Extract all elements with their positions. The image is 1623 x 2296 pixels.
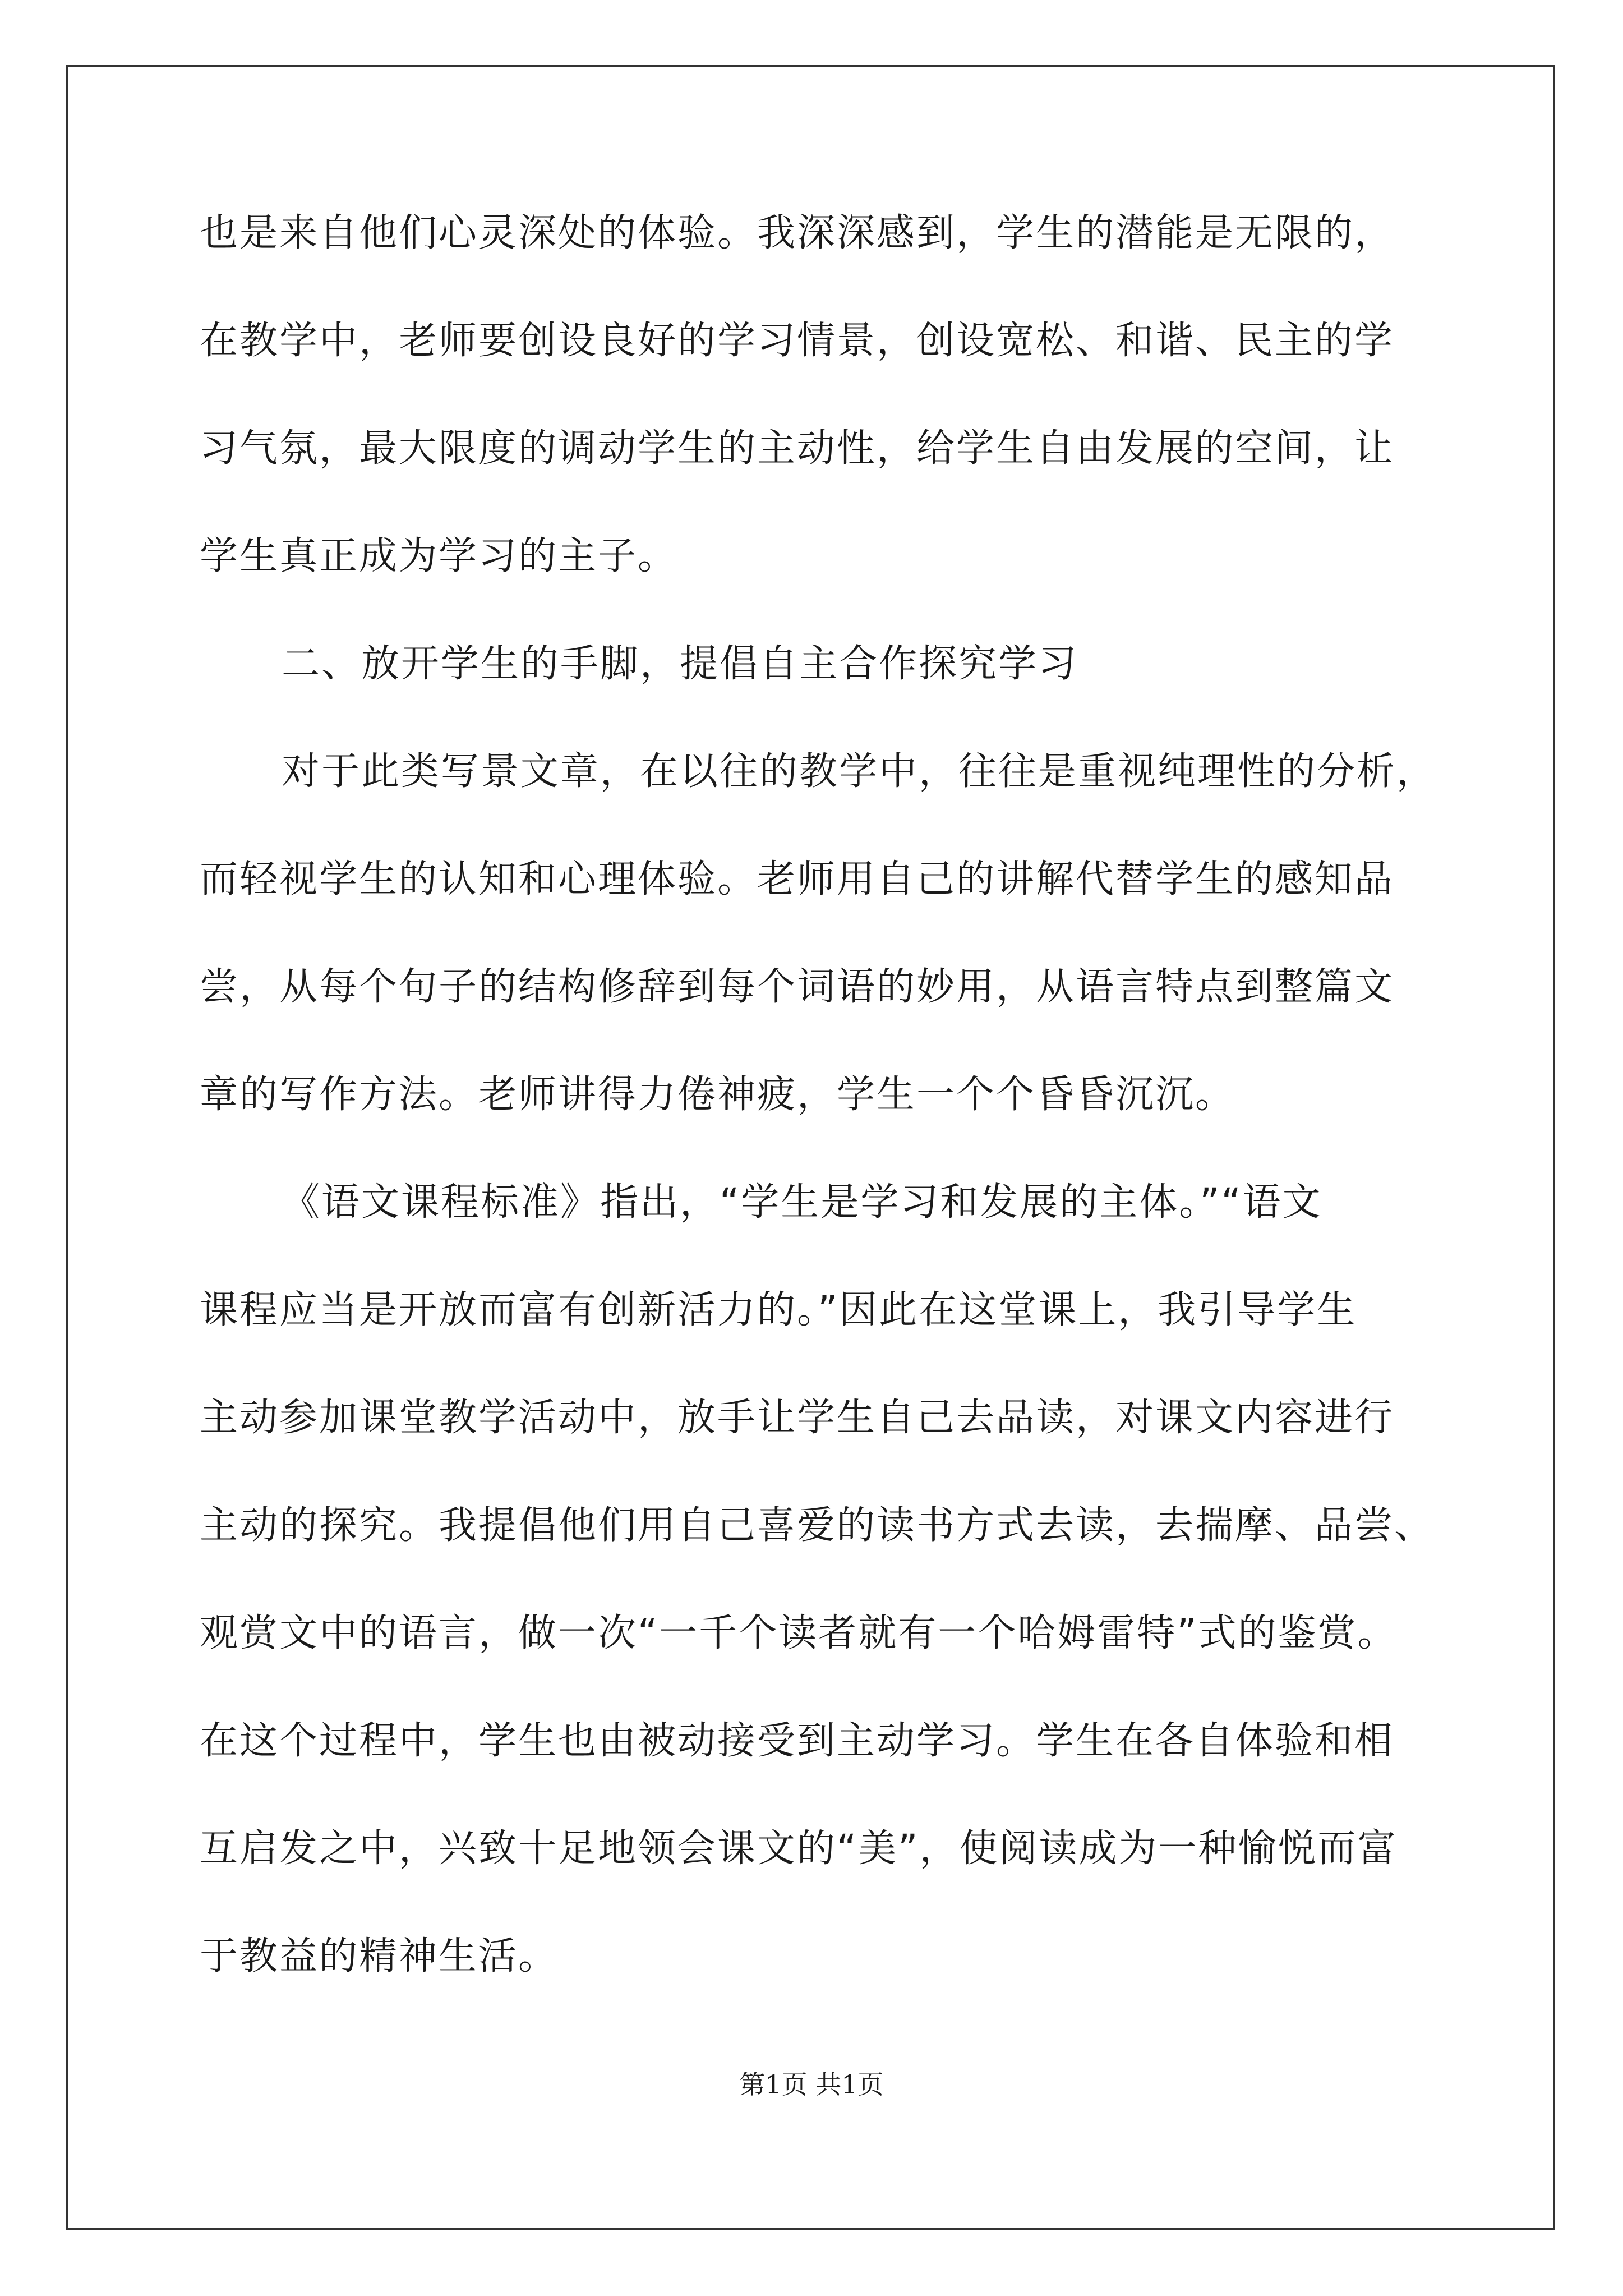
text-line: 也是来自他们心灵深处的体验。我深深感到，学生的潜能是无限的，	[200, 211, 1395, 255]
document-body	[200, 202, 1439, 2033]
text-line: 《语文课程标准》指出，“学生是学习和发展的主体。”“语文	[282, 1180, 1322, 1225]
text-line: 章的写作方法。老师讲得力倦神疲，学生一个个昏昏沉沉。	[200, 1073, 1235, 1117]
text-line: 学生真正成为学习的主子。	[200, 534, 678, 578]
text-line: 习气氛，最大限度的调动学生的主动性，给学生自由发展的空间，让	[200, 426, 1395, 471]
text-line: 互启发之中，兴致十足地领会课文的“美”，使阅读成为一种愉悦而富	[200, 1826, 1398, 1871]
text-line: 于教益的精神生活。	[200, 1934, 559, 1978]
text-line: 课程应当是开放而富有创新活力的。”因此在这堂课上，我引导学生	[200, 1288, 1357, 1332]
text-line: 观赏文中的语言，做一次“一千个读者就有一个哈姆雷特”式的鉴赏。	[200, 1611, 1398, 1655]
text-line: 尝，从每个句子的结构修辞到每个词语的妙用，从语言特点到整篇文	[200, 965, 1395, 1009]
text-line: 而轻视学生的认知和心理体验。老师用自己的讲解代替学生的感知品	[200, 857, 1395, 901]
text-line: 对于此类写景文章，在以往的教学中，往往是重视纯理性的分析，	[282, 749, 1437, 794]
section-heading: 二、放开学生的手脚，提倡自主合作探究学习	[282, 642, 1078, 686]
text-line: 在这个过程中，学生也由被动接受到主动学习。学生在各自体验和相	[200, 1719, 1395, 1763]
text-line: 主动参加课堂教学活动中，放手让学生自己去品读，对课文内容进行	[200, 1396, 1395, 1440]
page-number-footer: 第1页 共1页	[739, 2069, 884, 2100]
text-line: 在教学中，老师要创设良好的学习情景，创设宽松、和谐、民主的学	[200, 319, 1395, 363]
text-line: 主动的探究。我提倡他们用自己喜爱的读书方式去读，去揣摩、品尝、	[200, 1503, 1435, 1548]
